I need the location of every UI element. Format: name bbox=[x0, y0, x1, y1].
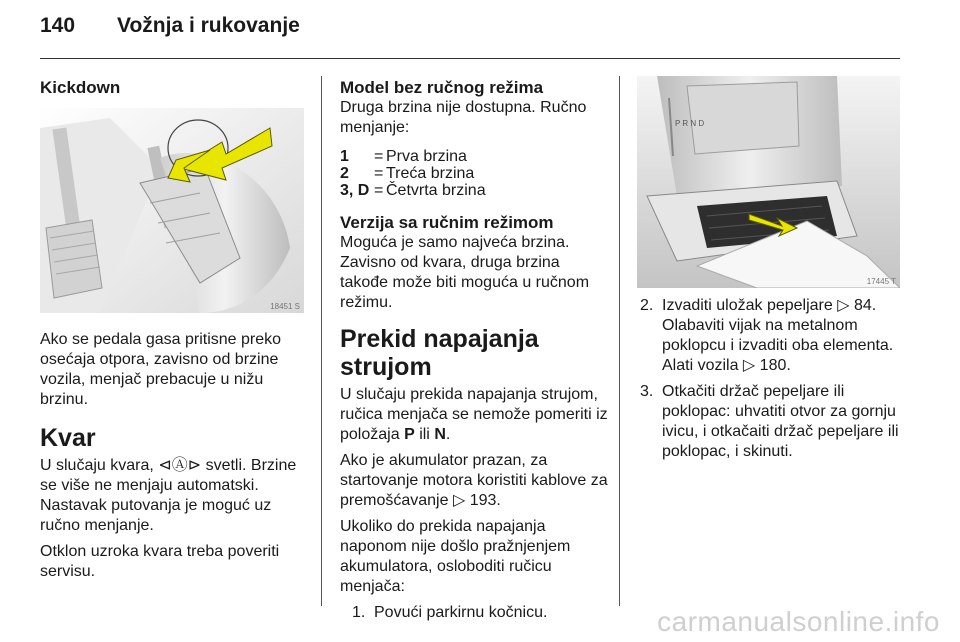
step-1 bbox=[340, 603, 610, 623]
heading-model: Model bez ručnog režima bbox=[340, 78, 544, 97]
step-text: Otkačiti držač pepeljare ili poklopac: uhvatiti otvor za gornju ivicu, i otkačaiti držač pepeljare ili poklopac, i skinuti. bbox=[662, 383, 899, 460]
step-text: Izvaditi uložak pepeljare ▷ 84. Olabaviti vijak na metalnom poklopcu i izvaditi oba elementa. Alati vozila ▷ 180. bbox=[662, 297, 894, 374]
servis-text: Otklon uzroka kvara treba poveriti servisu. bbox=[40, 543, 280, 580]
header-divider bbox=[40, 58, 900, 59]
step-3 bbox=[640, 382, 904, 462]
legend-eq: = bbox=[374, 148, 384, 165]
akumulator-text bbox=[340, 451, 610, 511]
page-title: Vožnja i rukovanje bbox=[117, 14, 300, 37]
transmission-warning-icon: ⊲Ⓐ⊳ bbox=[158, 457, 202, 474]
kvar-text bbox=[40, 456, 308, 536]
kvar-text-before: U slučaju kvara, bbox=[40, 457, 154, 474]
legend-key: 1 bbox=[340, 148, 349, 165]
figure-code: 18451 S bbox=[270, 302, 300, 311]
kickdown-figure bbox=[40, 108, 304, 313]
ashtray-figure bbox=[637, 76, 900, 288]
step-number: 1. bbox=[352, 604, 366, 621]
ashtray-illustration bbox=[637, 76, 900, 288]
legend-row bbox=[340, 165, 486, 182]
step-2 bbox=[640, 296, 904, 376]
column-divider-1 bbox=[321, 76, 322, 606]
watermark: carmanualsonline.info bbox=[657, 606, 940, 637]
gear-n-label: N bbox=[434, 426, 446, 443]
legend-eq: = bbox=[374, 165, 384, 182]
legend-eq: = bbox=[374, 182, 384, 199]
gear-legend bbox=[340, 148, 486, 199]
svg-text:P R N D: P R N D bbox=[675, 119, 705, 128]
page-number: 140 bbox=[40, 14, 76, 37]
heading-verzija: Verzija sa ručnim režimom bbox=[340, 213, 554, 232]
ukoliko-text: Ukoliko do prekida napajanja naponom nije došlo pražnjenjem akumulatora, osloboditi ručicu menjača: bbox=[340, 518, 571, 595]
column-left bbox=[40, 78, 308, 98]
prekid-ili: ili bbox=[419, 426, 430, 443]
kvar-text-after: svetli. Brzine se više ne menjaju automatski. Nastavak putovanja je moguć uz ručno menjanje. bbox=[40, 457, 297, 534]
prekid-text-main: U slučaju prekida napajanja strujom, ručica menjača se nemože pomeriti iz položaja bbox=[340, 386, 608, 443]
kickdown-text: Ako se pedala gasa pritisne preko osećaja otpora, zavisno od brzine vozila, menjač prebacuje u nižu brzinu. bbox=[40, 331, 282, 408]
column-divider-2 bbox=[619, 76, 620, 606]
heading-kvar: Kvar bbox=[40, 424, 96, 452]
legend-row bbox=[340, 182, 486, 199]
heading-kickdown: Kickdown bbox=[40, 78, 121, 97]
column-left-body bbox=[40, 330, 308, 588]
prekid-dot: . bbox=[445, 426, 451, 443]
kickdown-pedal-illustration bbox=[40, 108, 304, 313]
heading-prekid: Prekid napajanja strujom bbox=[340, 325, 539, 381]
akumulator-text-main: Ako je akumulator prazan, za startovanje motora koristiti kablove za premošćavanje bbox=[340, 452, 608, 509]
legend-value: Četvrta brzina bbox=[386, 182, 486, 199]
step-number: 3. bbox=[640, 383, 654, 400]
verzija-text: Moguća je samo najveća brzina. Zavisno od kvara, druga brzina takođe može biti moguća u ručnom režimu. bbox=[340, 234, 590, 311]
legend-value: Treća brzina bbox=[386, 165, 475, 182]
legend-row bbox=[340, 148, 486, 165]
prekid-text bbox=[340, 385, 610, 445]
gear-p-label: P bbox=[404, 426, 415, 443]
figure-code: 17445 T bbox=[866, 277, 896, 286]
step-number: 2. bbox=[640, 297, 654, 314]
legend-key: 2 bbox=[340, 165, 349, 182]
model-text: Druga brzina nije dostupna. Ručno menjanje: bbox=[340, 99, 587, 136]
step-text: Povući parkirnu kočnicu. bbox=[374, 604, 548, 621]
legend-key: 3, D bbox=[340, 182, 370, 199]
page-reference: ▷ 193. bbox=[452, 492, 501, 509]
column-middle bbox=[340, 78, 610, 629]
column-right bbox=[640, 296, 904, 468]
legend-value: Prva brzina bbox=[386, 148, 467, 165]
